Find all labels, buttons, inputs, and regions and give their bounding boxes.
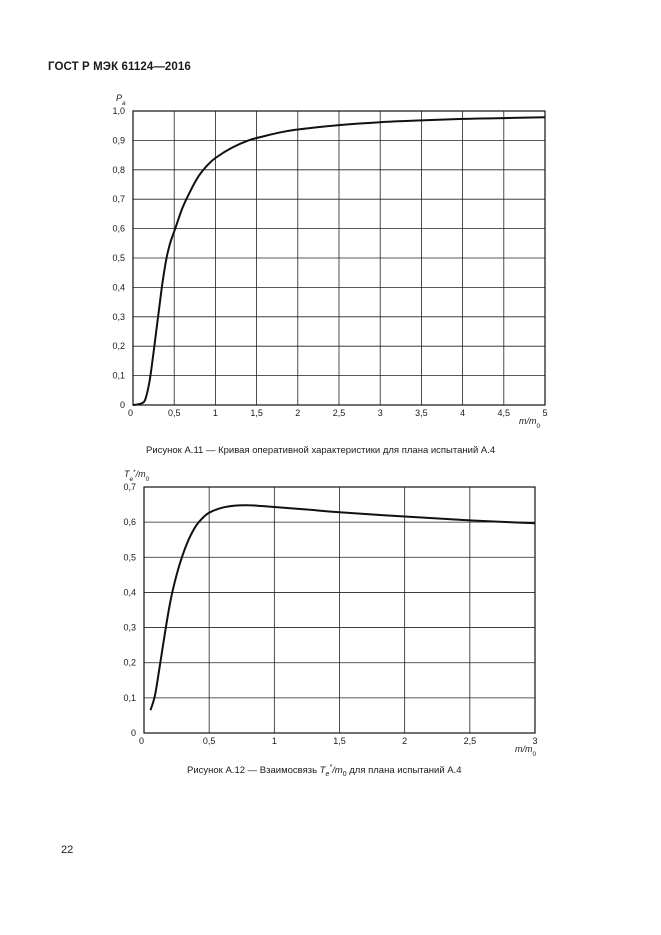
chart2-x-tick-label: 3 xyxy=(532,736,538,746)
chart2-x-tick-label: 1 xyxy=(271,736,277,746)
document-header: ГОСТ Р МЭК 61124—2016 xyxy=(48,61,191,73)
chart1-x-tick-label: 0,5 xyxy=(167,408,181,418)
chart2-x-tick-label: 2 xyxy=(402,736,408,746)
chart2-y-tick-label: 0,6 xyxy=(123,517,136,528)
chart2-y-tick-label: 0,5 xyxy=(123,552,136,563)
chart1-x-tick-label: 4,5 xyxy=(497,408,511,418)
chart1-y-tick-label: 0,3 xyxy=(112,311,125,322)
chart1-x-axis-label: $m/m_0$ xyxy=(519,416,541,430)
chart1-y-tick-label: 0,1 xyxy=(112,370,125,381)
chart2-y-tick-label: 0 xyxy=(130,728,136,738)
chart1-x-tick-label: 2 xyxy=(295,408,301,418)
caption-sup: * xyxy=(329,764,333,771)
chart2-x-tick-label: 0 xyxy=(138,736,144,746)
chart1-y-tick-label: 1,0 xyxy=(112,106,125,116)
chart2-y-axis-label: $T_e^*/m_0$ xyxy=(124,468,150,483)
figure-a11-caption: Рисунок А.11 — Кривая оперативной характеристики для плана испытаний А.4 xyxy=(146,445,496,456)
chart1-x-tick-label: 1 xyxy=(212,408,218,418)
caption-suffix: для плана испытаний А.4 xyxy=(346,765,462,777)
chart1-x-tick-label: 4 xyxy=(460,408,466,418)
caption-T: T xyxy=(319,765,326,777)
chart1-x-tick-label: 3,5 xyxy=(415,408,428,418)
chart1-x-tick-label: 5 xyxy=(542,408,548,418)
chart2-series-line xyxy=(151,505,536,710)
chart2-x-tick-label: 0,5 xyxy=(202,736,216,746)
chart2-x-tick-label: 2,5 xyxy=(463,736,477,746)
chart1-y-tick-label: 0,4 xyxy=(112,282,125,293)
chart2-y-tick-label: 0,2 xyxy=(123,657,136,668)
chart1-x-tick-label: 3 xyxy=(377,408,383,418)
caption-prefix: Рисунок А.12 — Взаимосвязь xyxy=(187,765,320,777)
chart1-y-tick-label: 0,7 xyxy=(112,194,125,205)
caption-sub-0: 0 xyxy=(342,771,347,779)
chart1-y-tick-label: 0 xyxy=(119,400,125,410)
chart1-y-tick-label: 0,5 xyxy=(112,253,125,263)
chart1-y-tick-label: 0,2 xyxy=(112,341,125,352)
chart2-y-tick-label: 0,7 xyxy=(123,482,136,492)
chart2-y-tick-label: 0,4 xyxy=(123,587,136,598)
chart2-x-tick-label: 1,5 xyxy=(333,736,346,746)
chart2-x-axis-label: $m/m_0$ xyxy=(515,744,537,758)
chart1-y-axis-label: $P_a$ xyxy=(116,93,126,107)
figure-a12-caption xyxy=(187,764,462,778)
chart1-y-tick-label: 0,6 xyxy=(112,223,125,234)
chart1-y-tick-label: 0,8 xyxy=(112,164,125,175)
caption-mid: /m xyxy=(332,765,343,777)
chart1-x-tick-label: 1,5 xyxy=(250,408,263,418)
chart2-y-tick-label: 0,1 xyxy=(123,692,136,703)
page-number: 22 xyxy=(61,844,74,856)
chart1-x-tick-label: 0 xyxy=(127,408,133,418)
chart1-x-tick-label: 2,5 xyxy=(332,408,346,418)
chart2-y-tick-label: 0,3 xyxy=(123,622,136,633)
chart1-y-tick-label: 0,9 xyxy=(112,135,125,146)
caption-sub-e: e xyxy=(325,771,330,779)
